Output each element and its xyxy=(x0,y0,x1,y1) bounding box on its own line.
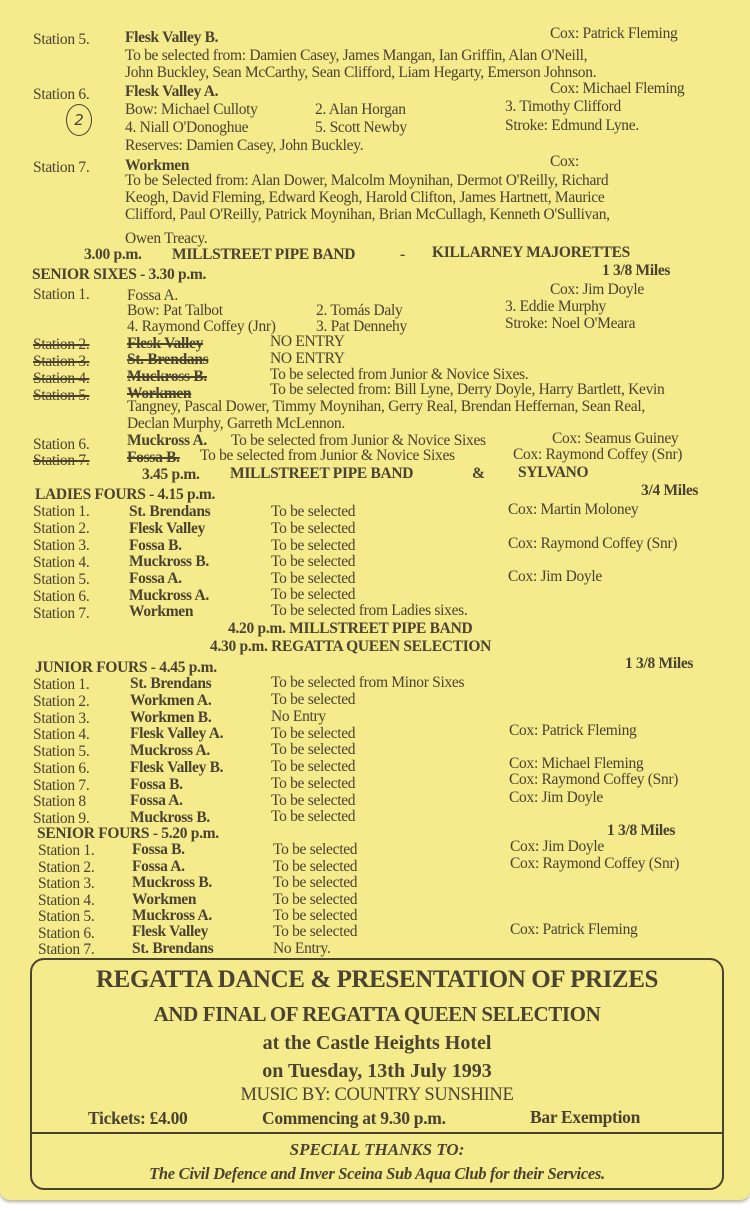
station-label-struck: Station 5. xyxy=(33,387,90,404)
cox-name: Cox: Patrick Fleming xyxy=(510,921,638,938)
station-label: Station 7. xyxy=(38,941,95,958)
regatta-dance-announcement xyxy=(30,958,724,1190)
crew-name: Muckross A. xyxy=(127,432,207,449)
crew-name: Muckross B. xyxy=(132,874,212,891)
rower-5: 3. Pat Dennehy xyxy=(316,318,407,335)
crew-name: Flesk Valley A. xyxy=(130,725,224,742)
rower-stroke: Stroke: Noel O'Meara xyxy=(505,315,636,332)
dance-start-time: Commencing at 9.30 p.m. xyxy=(262,1108,446,1128)
cox-name: Cox: xyxy=(550,153,579,170)
station-label: Station 4. xyxy=(38,892,95,909)
station-label: Station 6. xyxy=(33,86,90,103)
cox-name: Cox: Raymond Coffey (Snr) xyxy=(513,446,683,463)
rower-4: 4. Raymond Coffey (Jnr) xyxy=(127,318,276,335)
entry-note: To be selected xyxy=(271,792,356,809)
station-label: Station 6. xyxy=(38,925,95,942)
dance-tickets: Tickets: £4.00 xyxy=(88,1108,188,1128)
cox-name: Cox: Seamus Guiney xyxy=(552,430,679,447)
entry-note: To be selected xyxy=(271,503,356,520)
box-divider xyxy=(32,1132,722,1134)
entry-note: To be selected xyxy=(271,808,356,825)
station-label: Station 6. xyxy=(33,588,90,605)
entry-note: To be selected xyxy=(271,520,356,537)
entry-note: To be selected from Junior & Novice Sixes. xyxy=(270,366,529,383)
crew-name: Fossa A. xyxy=(127,287,179,304)
crew-name: Flesk Valley A. xyxy=(125,83,219,100)
station-label: Station 7. xyxy=(33,777,90,794)
interlude-separator: & xyxy=(472,465,485,482)
station-label: Station 5. xyxy=(33,743,90,760)
selection-list: To be Selected from: Alan Dower, Malcolm Moynihan, Dermot O'Reilly, Richard xyxy=(125,172,609,189)
crew-name: St. Brendans xyxy=(129,503,211,520)
dance-headline: REGATTA DANCE & PRESENTATION OF PRIZES xyxy=(96,966,658,993)
cox-name: Cox: Raymond Coffey (Snr) xyxy=(510,855,680,872)
crew-name: Workmen xyxy=(125,157,190,174)
interlude-separator: - xyxy=(400,246,405,263)
station-label: Station 6. xyxy=(33,436,90,453)
entry-note: To be selected xyxy=(271,725,356,742)
entry-note: To be selected xyxy=(271,570,356,587)
station-label-struck: Station 2. xyxy=(33,336,90,353)
rower-stroke: Stroke: Edmund Lyne. xyxy=(505,117,639,134)
entry-note: NO ENTRY xyxy=(270,350,345,367)
entry-note: To be selected xyxy=(273,874,358,891)
rower-4: 4. Niall O'Donoghue xyxy=(125,119,249,136)
station-label: Station 2. xyxy=(33,693,90,710)
cox-name: Cox: Raymond Coffey (Snr) xyxy=(508,535,678,552)
crew-name: Fossa B. xyxy=(130,776,183,793)
station-label: Station 4. xyxy=(33,726,90,743)
entry-note: To be selected xyxy=(271,691,356,708)
cox-name: Cox: Patrick Fleming xyxy=(550,25,678,42)
crew-name: Flesk Valley B. xyxy=(125,29,219,46)
entry-note: To be selected from Junior & Novice Sixes xyxy=(231,432,486,449)
station-label: Station 5. xyxy=(33,571,90,588)
selection-list: To be selected from: Damien Casey, James Mangan, Ian Griffin, Alan O'Neill, xyxy=(125,47,588,64)
cox-name: Cox: Patrick Fleming xyxy=(509,722,637,739)
crew-name: Workmen A. xyxy=(130,692,212,709)
station-label-struck: Station 3. xyxy=(33,353,90,370)
station-label: Station 1. xyxy=(33,503,90,520)
race-title: SENIOR SIXES - 3.30 p.m. xyxy=(32,266,207,283)
station-label: Station 6. xyxy=(33,760,90,777)
selection-list: Clifford, Paul O'Reilly, Patrick Moynihan, Brian McCullagh, Kenneth O'Sullivan, xyxy=(125,206,610,223)
crew-name: Muckross A. xyxy=(132,907,212,924)
selection-list: Tangney, Pascal Dower, Timmy Moynihan, Gerry Real, Brendan Heffernan, Sean Real, xyxy=(127,398,645,415)
rower-bow: Bow: Michael Culloty xyxy=(125,101,258,118)
rower-bow: Bow: Pat Talbot xyxy=(127,302,223,319)
station-label: Station 5. xyxy=(38,908,95,925)
crew-name: Fossa B. xyxy=(132,841,185,858)
station-label: Station 5. xyxy=(33,31,90,48)
station-label: Station 9. xyxy=(33,810,90,827)
race-distance: 1 3/8 Miles xyxy=(625,655,694,672)
crew-name: Workmen B. xyxy=(130,709,212,726)
crew-name: Workmen xyxy=(129,603,194,620)
station-label-struck: Station 7. xyxy=(33,452,90,469)
interlude-time: 3.45 p.m. xyxy=(142,466,200,483)
dance-date: on Tuesday, 13th July 1993 xyxy=(262,1060,492,1082)
entry-note: To be selected from Junior & Novice Sixes xyxy=(200,447,455,464)
station-label: Station 1. xyxy=(33,286,90,303)
dance-venue: at the Castle Heights Hotel xyxy=(262,1032,492,1054)
entry-note: To be selected xyxy=(271,758,356,775)
handwritten-circled-mark: 2 xyxy=(66,104,92,136)
entry-note: To be selected from Ladies sixes. xyxy=(271,602,468,619)
station-label: Station 1. xyxy=(38,842,95,859)
crew-name-struck: Workmen xyxy=(127,385,192,402)
thanks-title: SPECIAL THANKS TO: xyxy=(289,1140,465,1159)
entry-note: To be selected xyxy=(273,907,358,924)
crew-name: Muckross A. xyxy=(129,587,209,604)
rower-3: 3. Timothy Clifford xyxy=(505,98,621,115)
race-distance: 3/4 Miles xyxy=(641,482,699,499)
crew-name: Flesk Valley B. xyxy=(130,759,224,776)
rower-2: 2. Tomás Daly xyxy=(316,302,403,319)
entry-note: To be selected xyxy=(273,923,358,940)
entry-note: To be selected from Minor Sixes xyxy=(271,674,465,691)
entry-note: To be selected xyxy=(271,741,356,758)
crew-name: Flesk Valley xyxy=(132,923,209,940)
crew-name-struck: St. Brendans xyxy=(127,351,209,368)
crew-name-struck: Muckross B. xyxy=(127,368,207,385)
entry-note: No Entry. xyxy=(273,940,331,957)
station-label: Station 3. xyxy=(33,710,90,727)
race-distance: 1 3/8 Miles xyxy=(602,262,671,279)
crew-name: Muckross A. xyxy=(130,742,210,759)
crew-name-struck: Fossa B. xyxy=(127,449,180,466)
race-title: JUNIOR FOURS - 4.45 p.m. xyxy=(35,659,217,676)
cox-name: Cox: Raymond Coffey (Snr) xyxy=(509,771,679,788)
rower-2: 2. Alan Horgan xyxy=(315,101,406,118)
station-label: Station 7. xyxy=(33,159,90,176)
station-label-struck: Station 4. xyxy=(33,370,90,387)
station-label: Station 3. xyxy=(38,875,95,892)
entry-note: To be selected xyxy=(271,537,356,554)
cox-name: Cox: Jim Doyle xyxy=(510,838,604,855)
selection-list: Keogh, David Fleming, Edward Keogh, Harold Clifton, James Hartnett, Maurice xyxy=(125,189,605,206)
station-label: Station 7. xyxy=(33,605,90,622)
crew-name: Fossa A. xyxy=(130,792,183,809)
rower-3: 3. Eddie Murphy xyxy=(505,298,606,315)
cox-name: Cox: Jim Doyle xyxy=(509,789,603,806)
entry-note: No Entry xyxy=(271,708,326,725)
thanks-text: The Civil Defence and Inver Sceina Sub Aqua Club for their Services. xyxy=(149,1164,605,1183)
race-title: SENIOR FOURS - 5.20 p.m. xyxy=(37,825,219,842)
selection-list: Owen Treacy. xyxy=(125,230,208,247)
crew-name: Flesk Valley xyxy=(129,520,206,537)
entry-note: To be selected xyxy=(271,553,356,570)
cox-name: Cox: Jim Doyle xyxy=(550,281,644,298)
cox-name: Cox: Jim Doyle xyxy=(508,568,602,585)
crew-name: St. Brendans xyxy=(130,675,212,692)
station-label: Station 3. xyxy=(33,537,90,554)
interlude-act: MILLSTREET PIPE BAND xyxy=(230,465,414,482)
cox-name: Cox: Martin Moloney xyxy=(508,501,639,518)
entry-note: NO ENTRY xyxy=(270,333,345,350)
dance-bar-note: Bar Exemption xyxy=(530,1107,641,1127)
race-title: LADIES FOURS - 4.15 p.m. xyxy=(35,486,216,503)
entry-note: To be selected xyxy=(273,858,358,875)
reserves: Reserves: Damien Casey, John Buckley. xyxy=(125,137,364,154)
crew-name: Muckross B. xyxy=(129,553,209,570)
crew-name: Fossa A. xyxy=(132,858,185,875)
cox-name: Cox: Michael Fleming xyxy=(509,755,644,772)
crew-name-struck: Flesk Valley xyxy=(127,335,204,352)
crew-name: St. Brendans xyxy=(132,940,214,957)
cox-name: Cox: Michael Fleming xyxy=(550,80,685,97)
entry-note: To be selected from: Bill Lyne, Derry Doyle, Harry Bartlett, Kevin xyxy=(270,381,665,398)
rower-5: 5. Scott Newby xyxy=(315,119,407,136)
dance-music: MUSIC BY: COUNTRY SUNSHINE xyxy=(240,1085,514,1105)
interlude-act: KILLARNEY MAJORETTES xyxy=(432,244,630,261)
station-label: Station 8 xyxy=(33,793,86,810)
entry-note: To be selected xyxy=(273,841,358,858)
race-distance: 1 3/8 Miles xyxy=(607,822,676,839)
selection-list: John Buckley, Sean McCarthy, Sean Clifford, Liam Hegarty, Emerson Johnson. xyxy=(125,64,597,81)
crew-name: Fossa A. xyxy=(129,570,182,587)
selection-list: Declan Murphy, Garreth McLennon. xyxy=(127,415,345,432)
entry-note: To be selected xyxy=(273,891,358,908)
interlude-line: 4.20 p.m. MILLSTREET PIPE BAND xyxy=(228,620,473,637)
crew-name: Workmen xyxy=(132,891,197,908)
station-label: Station 2. xyxy=(38,859,95,876)
entry-note: To be selected xyxy=(271,586,356,603)
interlude-time: 3.00 p.m. xyxy=(84,246,142,263)
station-label: Station 1. xyxy=(33,676,90,693)
dance-subheadline: AND FINAL OF REGATTA QUEEN SELECTION xyxy=(153,1002,601,1026)
interlude-act: SYLVANO xyxy=(518,464,589,481)
station-label: Station 2. xyxy=(33,520,90,537)
station-label: Station 4. xyxy=(33,554,90,571)
interlude-line: 4.30 p.m. REGATTA QUEEN SELECTION xyxy=(210,638,492,655)
crew-name: Muckross B. xyxy=(130,809,210,826)
entry-note: To be selected xyxy=(271,775,356,792)
crew-name: Fossa B. xyxy=(129,537,182,554)
interlude-act: MILLSTREET PIPE BAND xyxy=(172,246,356,263)
